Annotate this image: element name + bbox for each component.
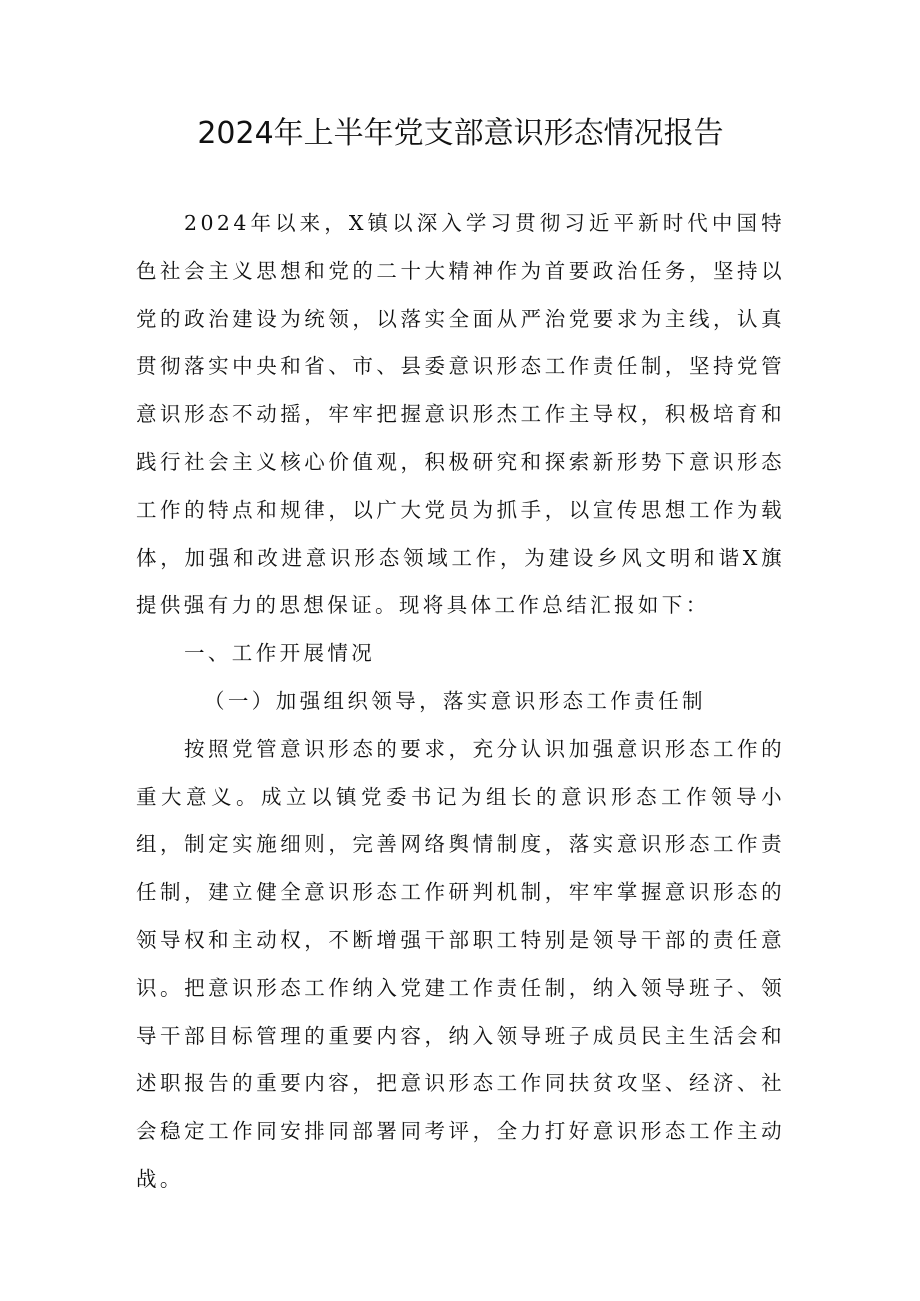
section-heading-work-status: 一、工作开展情况: [184, 641, 376, 666]
document-body: [136, 200, 785, 1204]
subsection-heading-organization: （一）加强组织领导，落实意识形态工作责任制: [204, 688, 706, 713]
intro-paragraph: 2024年以来，X镇以深入学习贯彻习近平新时代中国特色社会主义思想和党的二十大精神作为首要政治任务，坚持以党的政治建设为统领，以落实全面从严治党要求为主线，认真贯彻落实中央和省、市、县委意识形态工作责任制，坚持党管意识形态不动摇，牢牢把握意识形杰工作主导权，积极培育和践行社会主义核心价值观，积极研究和探索新形势下意识形态工作的特点和规律，以广大党员为抓手，以宣传思想工作为载体，加强和改进意识形态领域工作，为建设乡风文明和谐X旗提供强有力的思想保证。现将具体工作总结汇报如下：: [136, 211, 785, 618]
document-title: 2024年上半年党支部意识形态情况报告: [197, 116, 724, 151]
subsection-paragraph-organization: 按照党管意识形态的要求，充分认识加强意识形态工作的重大意义。成立以镇党委书记为组长的意识形态工作领导小组，制定实施细则，完善网络舆情制度，落实意识形态工作责任制，建立健全意识形态工作研判机制，牢牢掌握意识形态的领导权和主动权，不断增强干部职工特别是领导干部的责任意识。把意识形态工作纳入党建工作责任制，纳入领导班子、领导干部目标管理的重要内容，纳入领导班子成员民主生活会和述职报告的重要内容，把意识形态工作同扶贫攻坚、经济、社会稳定工作同安排同部署同考评，全力打好意识形态工作主动战。: [136, 736, 785, 1191]
